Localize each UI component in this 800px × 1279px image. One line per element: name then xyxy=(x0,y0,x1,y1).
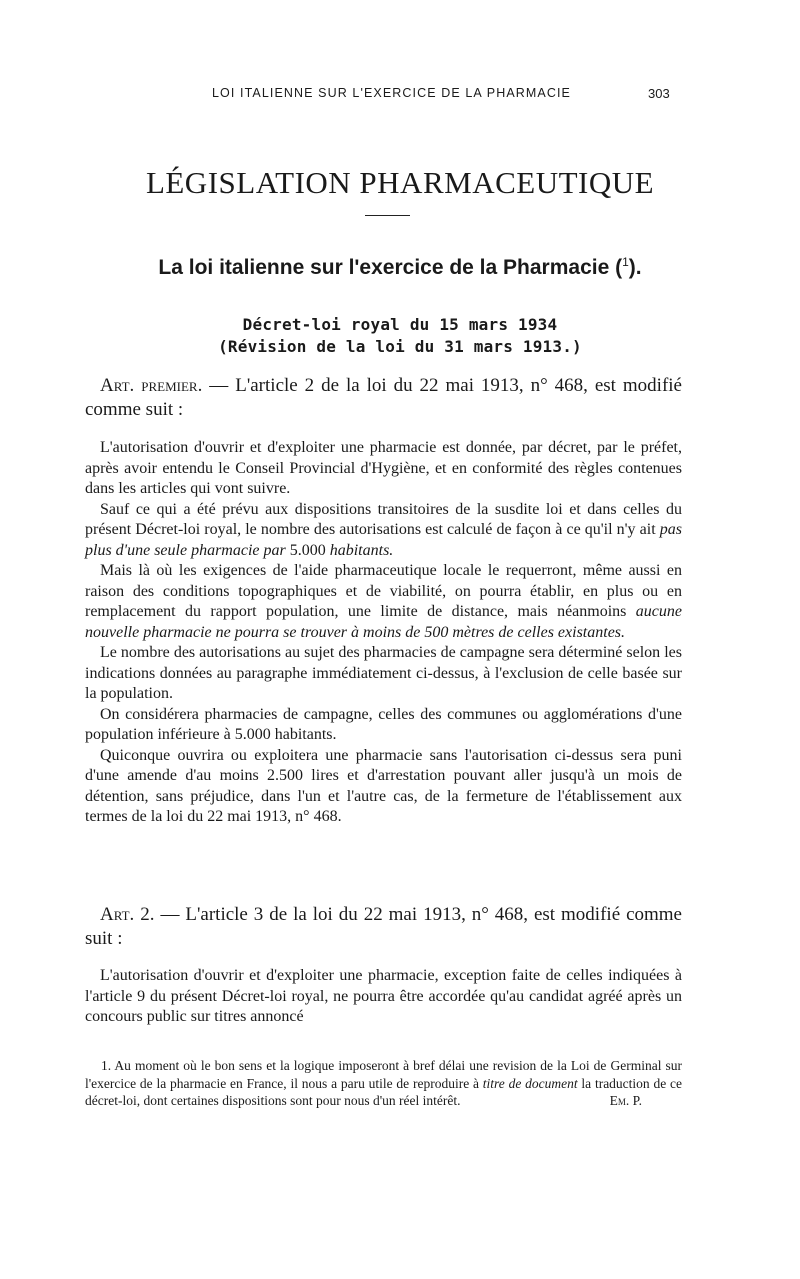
decree-line-2: (Révision de la loi du 31 mars 1913.) xyxy=(218,337,582,356)
footnote-text: 1. Au moment où le bon sens et la logique imposeront à bref délai une revision de la Loi de Germinal sur l'exercice de la pharmacie en France, il nous a paru utile de reproduire à xyxy=(85,1058,682,1091)
emphasis: pas plus d'une seule pharmacie par xyxy=(85,521,682,559)
footnote-text: la traduction de ce décret-loi, dont certaines dispositions sont pour nous d'un réel intérêt. xyxy=(85,1075,682,1108)
paragraph-text: Mais là où les exigences de l'aide pharmaceutique locale le requerront, même aussi en raison des conditions topographiques et de viabilité, on pourra établir, en plus ou en remplacement du rapport population, une limite de distance, mais néanmoins xyxy=(85,562,682,620)
paragraph xyxy=(85,500,682,562)
page-number: 303 xyxy=(648,86,670,101)
footnote-reference[interactable]: 1 xyxy=(622,255,629,269)
subtitle-text: La loi italienne sur l'exercice de la Pharmacie ( xyxy=(158,256,623,279)
article-2-heading xyxy=(85,903,682,951)
paragraph: L'autorisation d'ouvrir et d'exploiter une pharmacie, exception faite de celles indiquées à l'article 9 du présent Décret-loi royal, ne pourra être accordée qu'au candidat agréé après un concours public sur titres annoncé xyxy=(85,967,682,1025)
emphasis: aucune nouvelle pharmacie ne pourra se trouver à moins de 500 mètres de celles existantes. xyxy=(85,603,682,641)
article-2-label: Art. 2. xyxy=(100,904,155,925)
subtitle-end: ). xyxy=(628,256,642,279)
emphasis: habitants. xyxy=(329,541,394,559)
article-1-heading xyxy=(85,374,682,422)
emphasis: titre de document xyxy=(482,1075,578,1091)
article-1-intro: — L'article 2 de la loi du 22 mai 1913, n° 468, est modifié comme suit : xyxy=(85,375,682,420)
paragraph: L'autorisation d'ouvrir et d'exploiter une pharmacie est donnée, par décret, par le préfet, après avoir entendu le Conseil Provincial d'Hygiène, et en conformité des règles contenues dans les articles qui vont suivre. xyxy=(85,439,682,497)
footnote-signature: Em. P. xyxy=(609,1093,642,1108)
decree-heading xyxy=(0,314,800,358)
title-rule xyxy=(365,215,410,216)
paragraph: Quiconque ouvrira ou exploitera une pharmacie sans l'autorisation ci-dessus sera puni d'une amende d'au moins 2.500 lires et d'arrestation pouvant aller jusqu'à un mois de détention, sans préjudice, dans l'un et l'autre cas, de la fermeture de l'établissement aux termes de la loi du 22 mai 1913, n° 468. xyxy=(85,746,682,825)
paragraph-text: 5.000 xyxy=(285,541,330,559)
footnote xyxy=(85,1057,682,1110)
paragraph: On considérera pharmacies de campagne, celles des communes ou agglomérations d'une population inférieure à 5.000 habitants. xyxy=(85,705,682,743)
page-title: LÉGISLATION PHARMACEUTIQUE xyxy=(145,165,655,200)
paragraph-text: Sauf ce qui a été prévu aux dispositions transitoires de la susdite loi et dans celles du présent Décret-loi royal, le nombre des autorisations est calculé de façon à ce qu'il n'y ait xyxy=(85,500,682,538)
paragraph: Le nombre des autorisations au sujet des pharmacies de campagne sera déterminé selon les indications données au paragraphe immédiatement ci-dessus, à l'exclusion de celle basée sur la population. xyxy=(85,644,682,702)
paragraph xyxy=(85,561,682,643)
article-2-intro: — L'article 3 de la loi du 22 mai 1913, n° 468, est modifié comme suit : xyxy=(85,904,682,949)
decree-line-1: Décret-loi royal du 15 mars 1934 xyxy=(242,315,558,334)
article-subtitle xyxy=(0,255,800,280)
article-1-body xyxy=(85,438,682,828)
running-header: LOI ITALIENNE SUR L'EXERCICE DE LA PHARMACIE xyxy=(212,86,571,100)
article-1-label: Art. premier. xyxy=(100,375,203,396)
article-2-body xyxy=(85,966,682,1028)
